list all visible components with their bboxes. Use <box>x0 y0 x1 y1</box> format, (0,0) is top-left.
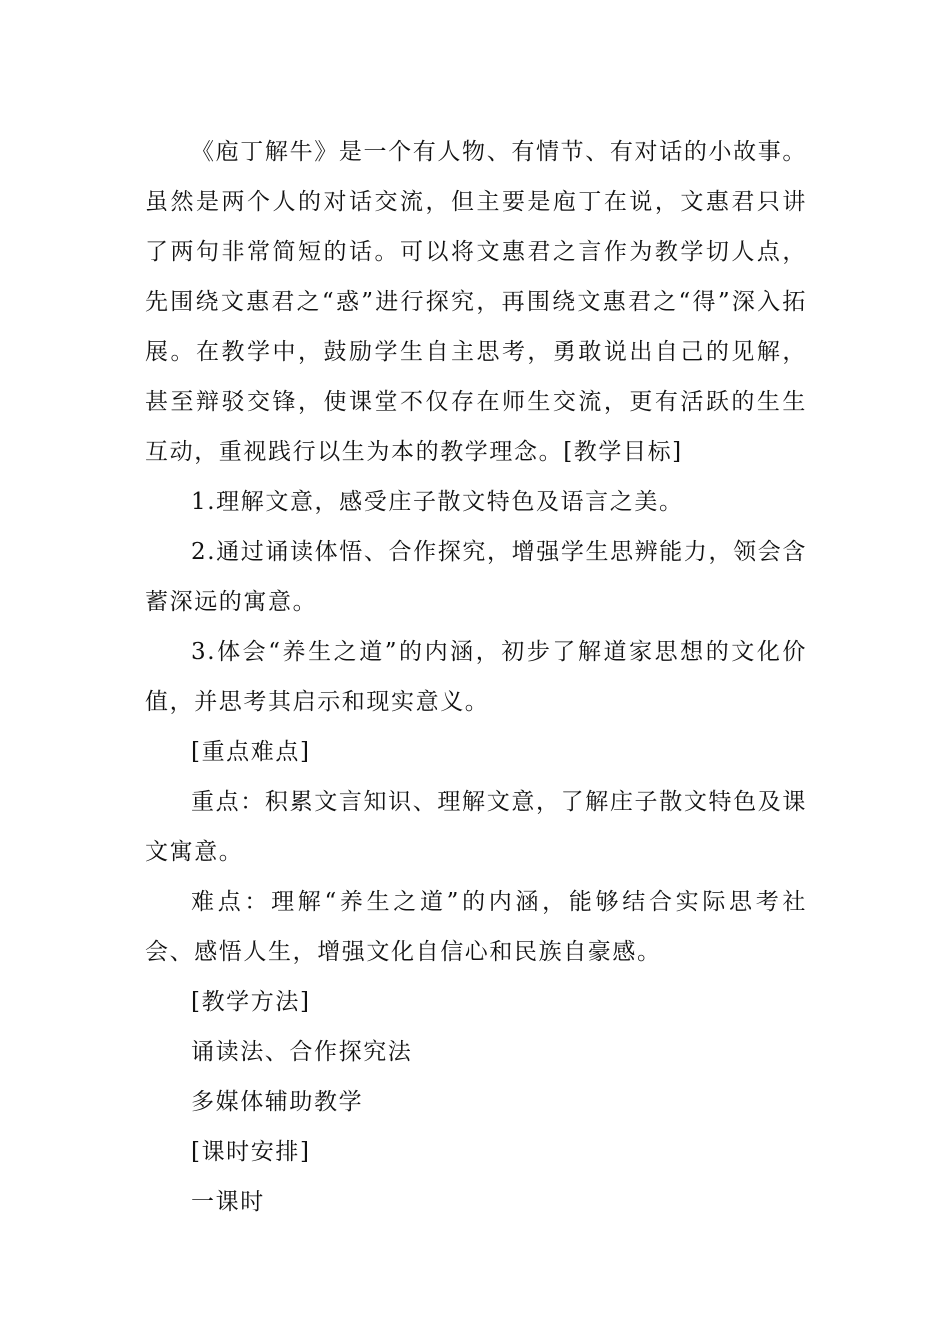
objective-2: 2.通过诵读体悟、合作探究，增强学生思辨能力，领会含蓄深远的寓意。 <box>145 539 807 615</box>
objective-1: 1.理解文意，感受庄子散文特色及语言之美。 <box>191 489 684 515</box>
method-2: 多媒体辅助教学 <box>191 1089 364 1115</box>
objective-3: 3.体会“养生之道”的内涵，初步了解道家思想的文化价值，并思考其启示和现实意义。 <box>145 639 807 715</box>
section-heading-methods: [教学方法] <box>191 989 311 1015</box>
key-point: 重点：积累文言知识、理解文意，了解庄子散文特色及课文寓意。 <box>145 789 807 865</box>
schedule-value: 一课时 <box>191 1189 265 1215</box>
section-heading-schedule: [课时安排] <box>191 1139 311 1165</box>
difficult-point: 难点：理解“养生之道”的内涵，能够结合实际思考社会、感悟人生，增强文化自信心和民族自豪感。 <box>145 889 807 965</box>
document-body <box>145 127 807 1227</box>
method-1: 诵读法、合作探究法 <box>191 1039 413 1065</box>
section-heading-key-points: [重点难点] <box>191 739 311 765</box>
intro-paragraph: 《庖丁解牛》是一个有人物、有情节、有对话的小故事。虽然是两个人的对话交流，但主要是庖丁在说，文惠君只讲了两句非常简短的话。可以将文惠君之言作为教学切人点，先围绕文惠君之“惑”进行探究，再围绕文惠君之“得”深入拓展。在教学中，鼓励学生自主思考，勇敢说出自己的见解，甚至辩驳交锋，使课堂不仅存在师生交流，更有活跃的生生互动，重视践行以生为本的教学理念。[教学目标] <box>145 139 807 465</box>
